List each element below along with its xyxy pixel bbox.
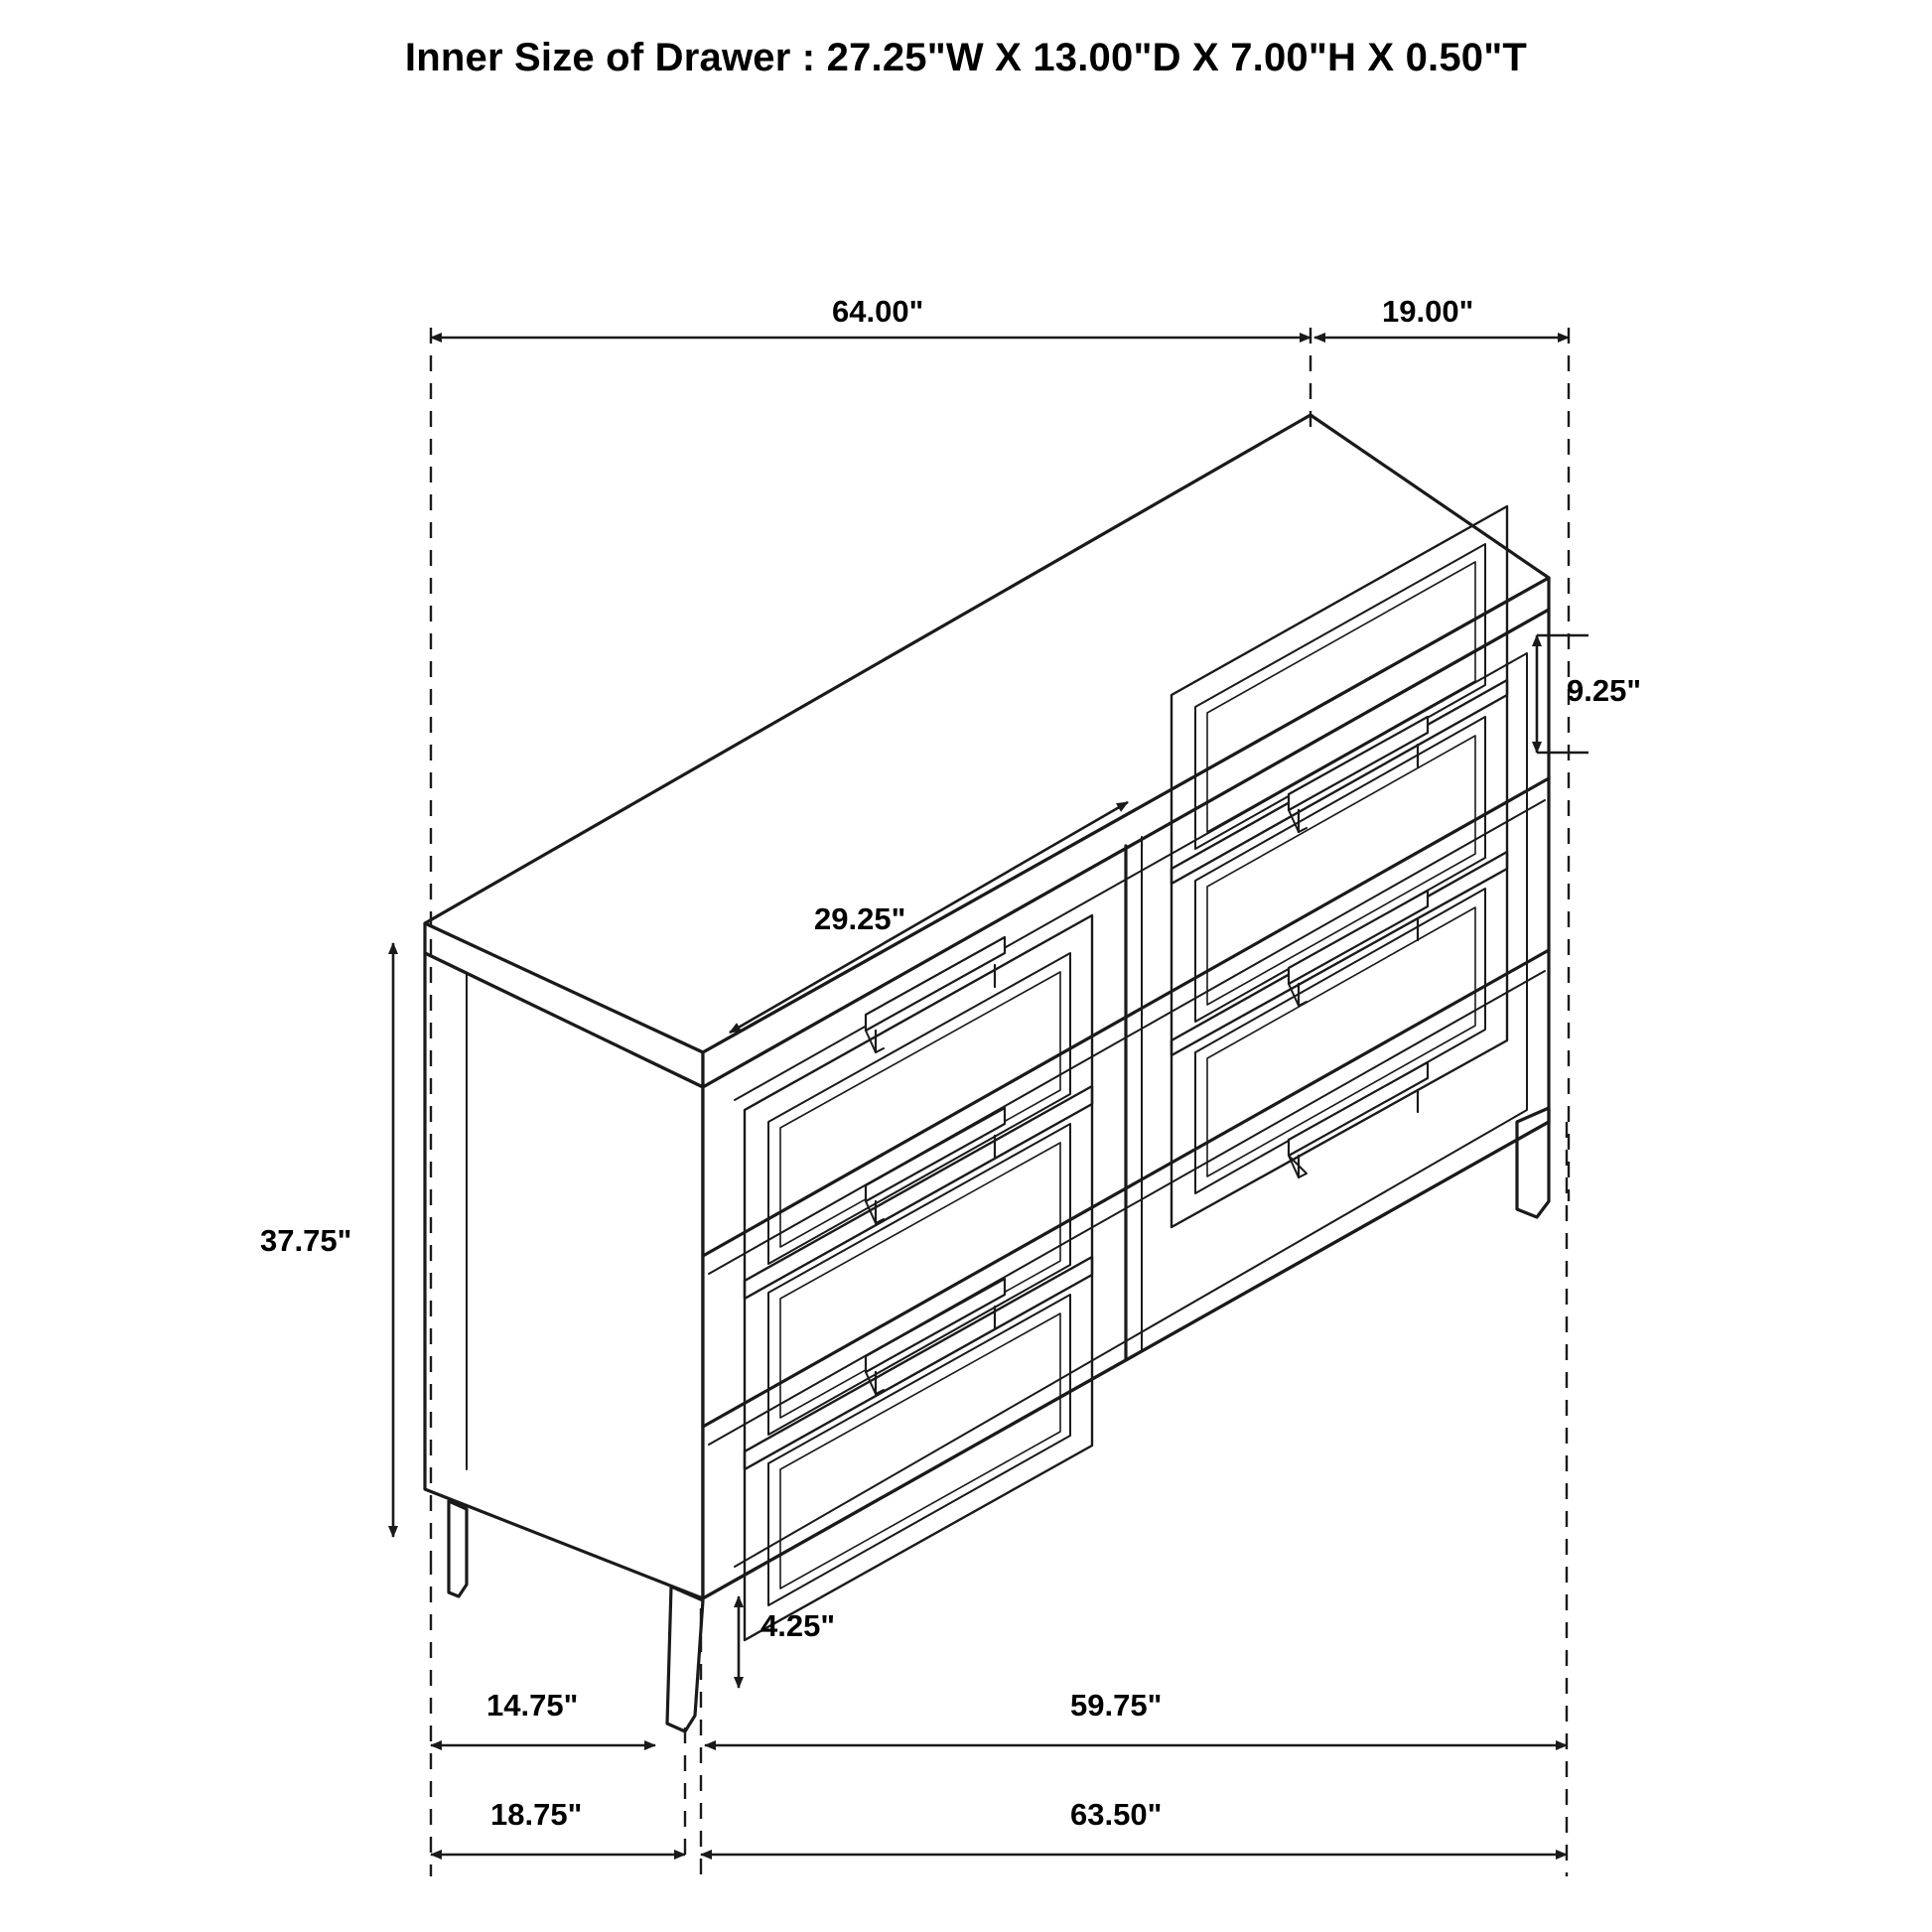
dim-leg-height: 4.25"	[760, 1608, 836, 1643]
dim-top-width: 64.00"	[832, 294, 924, 329]
dim-overall-width: 63.50"	[1070, 1797, 1163, 1832]
dim-foot-offset: 18.75"	[490, 1797, 583, 1832]
dim-depth: 29.25"	[814, 901, 906, 936]
dim-overall-height: 37.75"	[260, 1223, 352, 1258]
dim-left-offset: 14.75"	[486, 1688, 579, 1723]
dim-base-width: 59.75"	[1070, 1688, 1163, 1723]
dim-top-right: 19.00"	[1382, 294, 1474, 329]
page-title: Inner Size of Drawer : 27.25"W X 13.00"D X 7.00"H X 0.50"T	[404, 36, 1528, 79]
dim-drawer-height: 9.25"	[1567, 673, 1642, 708]
dresser-body	[425, 415, 1549, 1731]
